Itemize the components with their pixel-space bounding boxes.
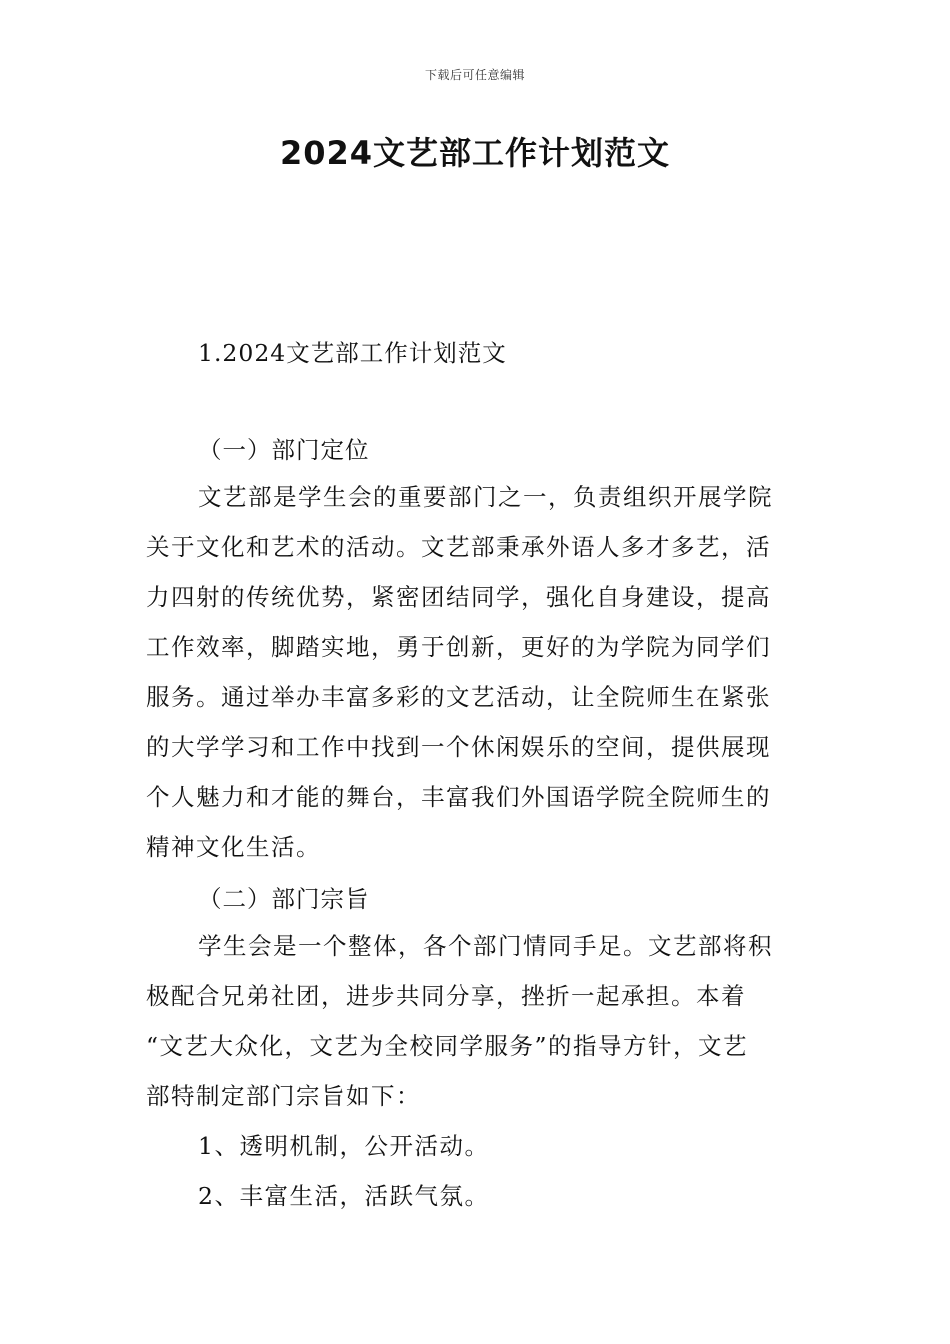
- paragraph-line: 个人魅力和才能的舞台，丰富我们外国语学院全院师生的: [146, 783, 771, 811]
- paragraph-line: 的大学学习和工作中找到一个休闲娱乐的空间，提供展现: [146, 733, 771, 761]
- section-body-purpose: [146, 921, 806, 1221]
- paragraph-line: 工作效率，脚踏实地，勇于创新，更好的为学院为同学们: [146, 633, 771, 661]
- paragraph-line: 文艺部是学生会的重要部门之一，负责组织开展学院: [198, 483, 773, 511]
- paragraph-line: 极配合兄弟社团，进步共同分享，挫折一起承担。本着: [146, 982, 746, 1010]
- paragraph-line: “文艺大众化，文艺为全校同学服务”的指导方针，文艺: [146, 1032, 749, 1060]
- document-subtitle: 1.2024文艺部工作计划范文: [198, 339, 507, 367]
- section-heading-positioning: （一）部门定位: [198, 436, 370, 464]
- document-title: 2024文艺部工作计划范文: [279, 134, 671, 172]
- paragraph-line: 精神文化生活。: [146, 833, 321, 861]
- paragraph-line: 服务。通过举办丰富多彩的文艺活动，让全院师生在紧张: [146, 683, 771, 711]
- paragraph-line: 学生会是一个整体，各个部门情同手足。文艺部将积: [198, 932, 773, 960]
- paragraph-line: 关于文化和艺术的活动。文艺部秉承外语人多才多艺，活: [146, 533, 771, 561]
- list-item: 1、透明机制，公开活动。: [198, 1132, 490, 1160]
- header-note: 下载后可任意编辑: [424, 68, 525, 82]
- list-item: 2、丰富生活，活跃气氛。: [198, 1182, 490, 1210]
- section-heading-purpose: （二）部门宗旨: [198, 885, 370, 913]
- section-body-positioning: [146, 472, 806, 872]
- paragraph-line: 部特制定部门宗旨如下：: [146, 1082, 421, 1110]
- paragraph-line: 力四射的传统优势，紧密团结同学，强化自身建设，提高: [146, 583, 771, 611]
